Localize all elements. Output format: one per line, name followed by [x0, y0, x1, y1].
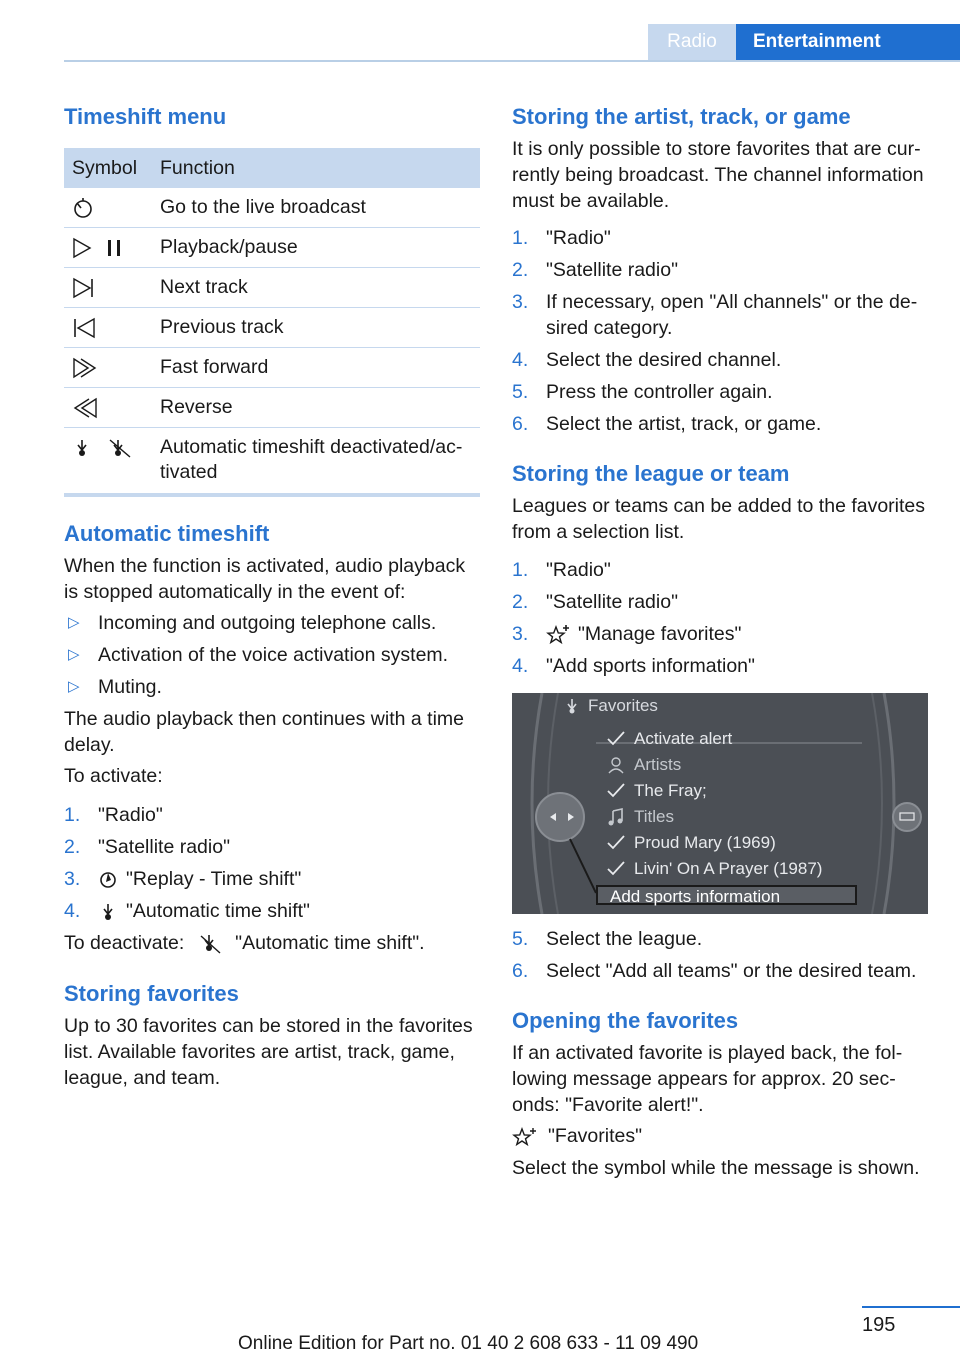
- screen-selected-item[interactable]: Add sports information: [596, 885, 857, 905]
- check-icon: [606, 782, 626, 800]
- footer-edition: Online Edition for Part no. 01 40 2 608 633 - 11 09 490: [238, 1333, 699, 1354]
- list-item: 1. "Radio": [64, 804, 163, 826]
- list-item: 3. "Replay - Time shift": [64, 868, 302, 890]
- timeshift-heading: Timeshift menu: [64, 104, 227, 129]
- favorites-screen-icon: [564, 697, 584, 715]
- reverse-icon: [72, 397, 98, 419]
- live-broadcast-icon: [72, 197, 96, 219]
- favorites-screen: Favorites Activate alert Artists The Fray; Titles Proud Mary (1969) Livin' On A Prayer (1987) Add sports information: [512, 693, 928, 914]
- page-number: 195: [862, 1314, 896, 1336]
- screen-title: Favorites: [588, 696, 658, 715]
- favorites-symbol-line: "Favorites": [512, 1123, 642, 1149]
- table-cell-function: Next track: [160, 268, 480, 308]
- bullet-mark: ▷: [68, 678, 80, 695]
- list-item: 2. "Satellite radio": [512, 259, 678, 281]
- table-row: [64, 388, 480, 428]
- list-item: 6. Select "Add all teams" or the desired team.: [512, 960, 917, 982]
- storing-favorites-text: Up to 30 favorites can be stored in the favorites list. Available favorites are artist, track, game, league, and team.: [64, 1015, 473, 1089]
- league-steps-continued: [512, 926, 930, 990]
- previous-track-icon: [72, 317, 96, 339]
- list-item: ▷ Activation of the voice activation system.: [68, 644, 449, 666]
- activate-steps: [64, 802, 480, 930]
- list-item: 4. "Add sports information": [512, 655, 755, 677]
- table-row: [64, 268, 480, 308]
- check-icon: [606, 834, 626, 852]
- table-header-symbol: Symbol: [64, 148, 160, 188]
- opening-favorites-heading: Opening the favorites: [512, 1008, 739, 1033]
- deactivate-line: To deactivate: "Automatic time shift".: [64, 932, 425, 954]
- timeshift-off-icon: [198, 933, 222, 955]
- star-plus-icon: [546, 624, 570, 646]
- list-item: 2. "Satellite radio": [64, 836, 230, 858]
- table-bottom-rule: [64, 493, 480, 497]
- auto-timeshift-heading: Automatic timeshift: [64, 521, 270, 546]
- timeshift-table: [64, 148, 480, 493]
- list-item: ▷ Muting.: [68, 676, 162, 698]
- storing-artist-text: It is only possible to store favorites that are cur-rently being broadcast. The channel information must be available.: [512, 138, 924, 212]
- storing-league-heading: Storing the league or team: [512, 461, 790, 486]
- final-text: Select the symbol while the message is shown.: [512, 1157, 920, 1179]
- storing-league-text: Leagues or teams can be added to the favorites from a selection list.: [512, 495, 926, 543]
- list-item: 1. "Radio": [512, 559, 611, 581]
- header-chapter: Entertainment: [736, 24, 960, 60]
- storing-artist-heading: Storing the artist, track, or game: [512, 104, 851, 129]
- music-note-icon: [606, 808, 626, 826]
- star-icon: [512, 1126, 538, 1148]
- table-row: [64, 308, 480, 348]
- list-item: 5. Select the league.: [512, 928, 703, 950]
- storing-favorites-heading: Storing favorites: [64, 981, 239, 1006]
- interrupt-bullets: [64, 610, 480, 706]
- opening-favorites-text: If an activated favorite is played back, the fol-lowing message appears for approx. 20 sec-onds: "Favorite alert!".: [512, 1042, 903, 1116]
- check-icon: [606, 730, 626, 748]
- list-item: 3. "Manage favorites": [512, 623, 742, 645]
- person-icon: [606, 756, 626, 774]
- list-item: 5. Press the controller again.: [512, 381, 773, 403]
- table-row: [64, 228, 480, 268]
- table-row: [64, 428, 480, 494]
- fast-forward-icon: [72, 357, 98, 379]
- timeshift-toggle-icon: [72, 437, 136, 459]
- list-item: 1. "Radio": [512, 227, 611, 249]
- bullet-mark: ▷: [68, 646, 80, 663]
- league-steps: [512, 557, 928, 685]
- timeshift-icon: [98, 902, 118, 922]
- list-item: 3. If necessary, open "All channels" or the de-sired category.: [512, 291, 918, 339]
- table-cell-function: Playback/pause: [160, 228, 480, 268]
- check-icon: [606, 860, 626, 878]
- artist-steps: [512, 225, 928, 443]
- table-row: [64, 348, 480, 388]
- list-item: 6. Select the artist, track, or game.: [512, 413, 822, 435]
- table-header-function: Function: [160, 148, 480, 188]
- next-track-icon: [72, 277, 96, 299]
- list-item: 4. "Automatic time shift": [64, 900, 310, 922]
- activate-label: To activate:: [64, 765, 163, 787]
- list-item: 2. "Satellite radio": [512, 591, 678, 613]
- resume-text: The audio playback then continues with a time delay.: [64, 708, 464, 756]
- table-row: [64, 188, 480, 228]
- timeshift-table-wrap: [64, 148, 480, 497]
- list-item: 4. Select the desired channel.: [512, 349, 782, 371]
- header-section: Radio: [648, 24, 736, 60]
- auto-timeshift-intro: When the function is activated, audio playback is stopped automatically in the event of:: [64, 555, 466, 603]
- list-item: ▷ Incoming and outgoing telephone calls.: [68, 612, 437, 634]
- header-rule: [64, 60, 960, 62]
- table-cell-function: Reverse: [160, 388, 480, 428]
- footer-rule: [862, 1306, 960, 1308]
- play-pause-icon: [72, 237, 128, 259]
- table-cell-function: Fast forward: [160, 348, 480, 388]
- bullet-mark: ▷: [68, 614, 80, 631]
- replay-icon: [98, 870, 118, 890]
- table-cell-function: Go to the live broadcast: [160, 188, 480, 228]
- table-cell-function: Previous track: [160, 308, 480, 348]
- table-cell-function: Automatic timeshift deactivated/ac-tivated: [160, 436, 463, 483]
